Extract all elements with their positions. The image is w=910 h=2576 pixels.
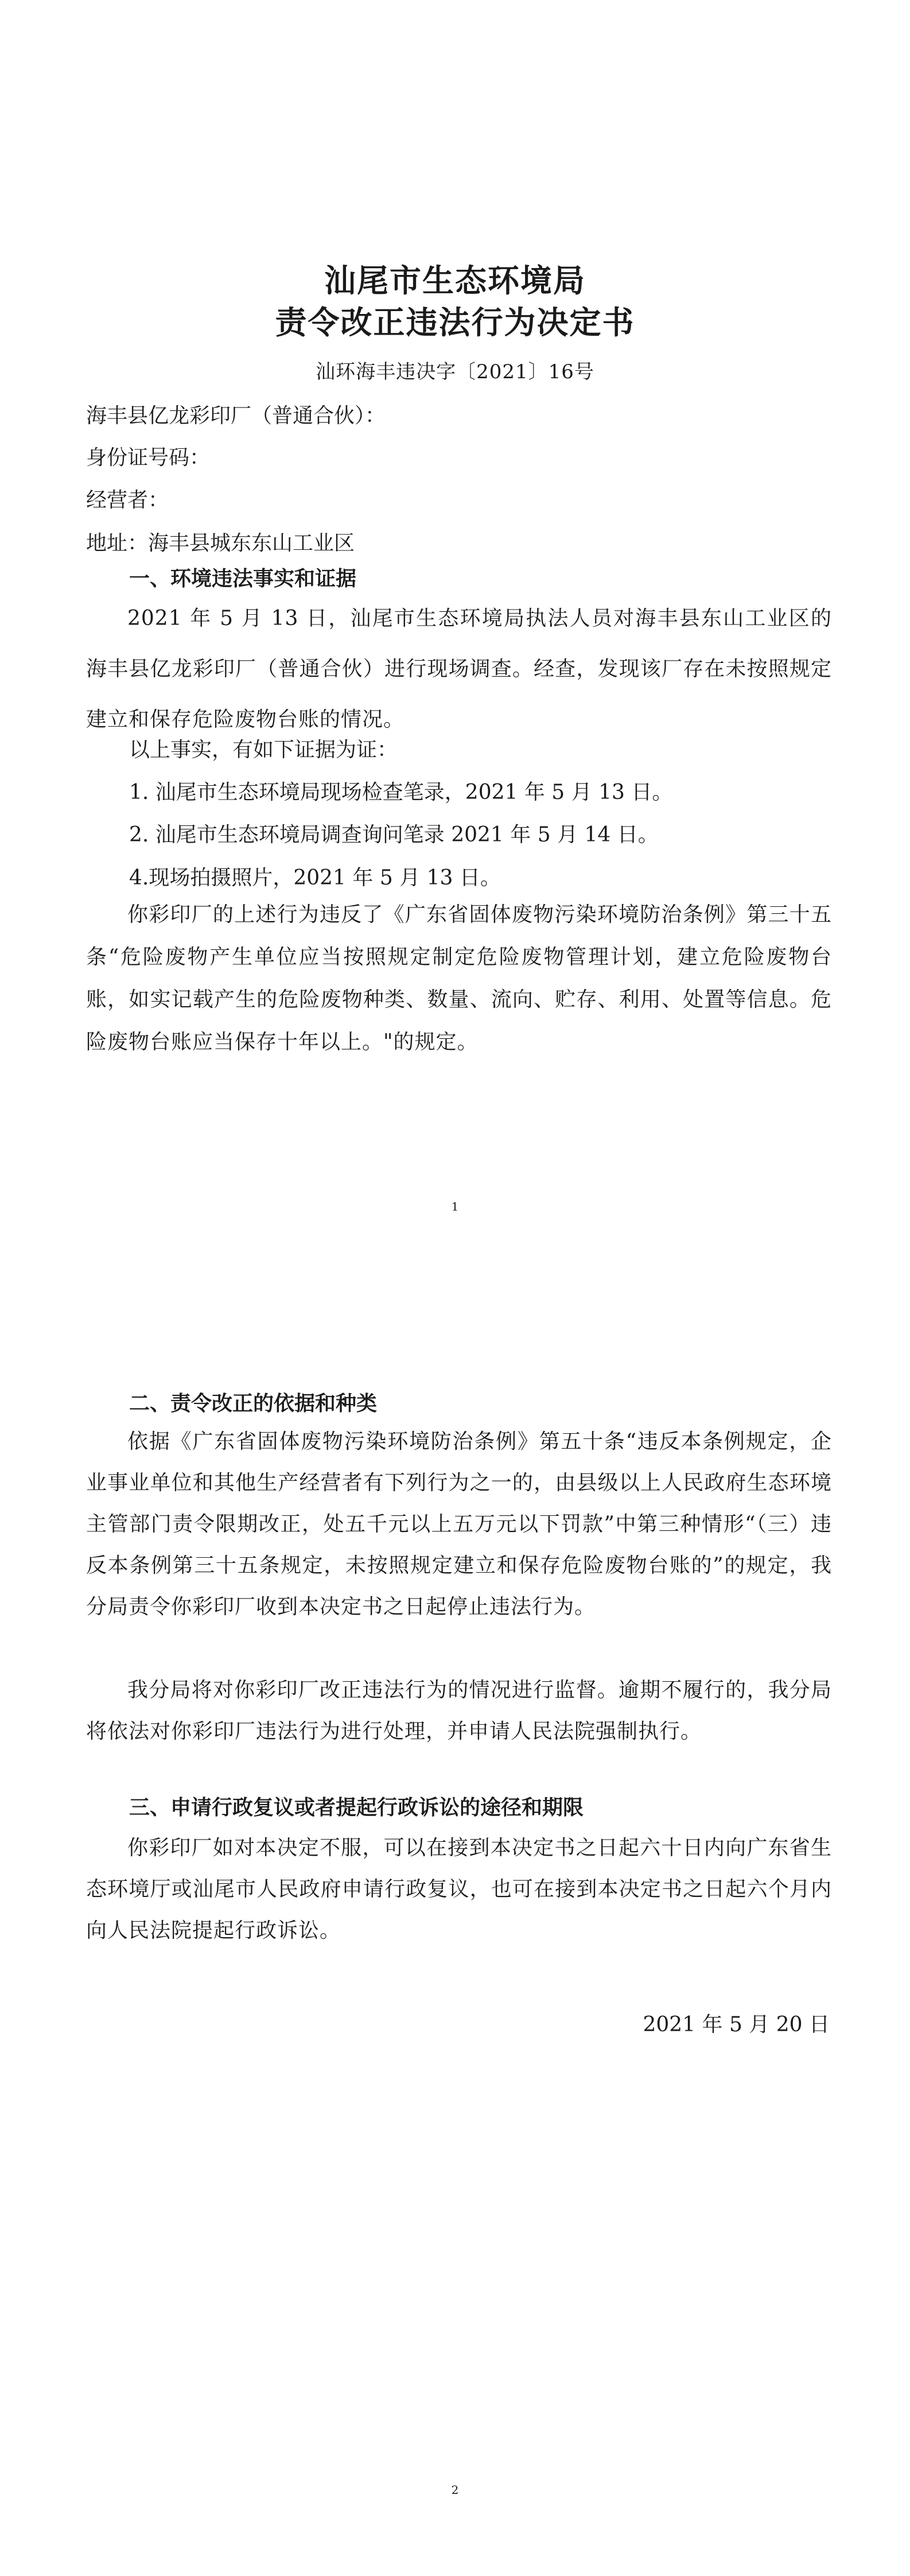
section2-basis: 依据《广东省固体废物污染环境防治条例》第五十条“违反本条例规定，企业事业单位和其他生产经营者有下列行为之一的，由县级以上人民政府生态环境主管部门责令限期改正，处五千元以上五万元以下罚款”中第三种情形“（三）违反本条例第三十五条规定，未按照规定建立和保存危险废物台账的”的规定，我分局责令你彩印厂收到本决定书之日起停止违法行为。 — [86, 1430, 832, 1619]
document-page-2 — [0, 1288, 910, 2576]
evidence-item: 1. 汕尾市生态环境局现场检查笔录，2021 年 5 月 13 日。 — [129, 781, 673, 804]
section1-fact: 2021 年 5 月 13 日，汕尾市生态环境局执法人员对海丰县东山工业区的海丰县亿龙彩印厂（普通合伙）进行现场调查。经查，发现该厂存在未按照规定建立和保存危险废物台账的情况。 — [86, 607, 832, 731]
recipient-name: 海丰县亿龙彩印厂（普通合伙）： — [86, 404, 386, 428]
decision-date: 2021 年 5 月 20 日 — [643, 2013, 830, 2036]
document-number: 汕环海丰违决字〔2021〕16号 — [316, 360, 594, 383]
page-number: 2 — [451, 2483, 459, 2497]
section2-supervision: 我分局将对你彩印厂改正违法行为的情况进行监督。逾期不履行的，我分局将依法对你彩印厂违法行为进行处理，并申请人民法院强制执行。 — [86, 1678, 832, 1743]
section1-heading: 一、环境违法事实和证据 — [129, 567, 357, 591]
evidence-item: 4.现场拍摄照片，2021 年 5 月 13 日。 — [129, 866, 501, 890]
section3-heading: 三、申请行政复议或者提起行政诉讼的途径和期限 — [129, 1796, 584, 1820]
agency-title: 汕尾市生态环境局 — [324, 262, 586, 299]
page-number: 1 — [451, 1200, 459, 1213]
section1-violation: 你彩印厂的上述行为违反了《广东省固体废物污染环境防治条例》第三十五条“危险废物产生单位应当按照规定制定危险废物管理计划，建立危险废物台账，如实记载产生的危险废物种类、数量、流向、贮存、利用、处置等信息。危险废物台账应当保存十年以上。"的规定。 — [86, 903, 832, 1054]
section3-text: 你彩印厂如对本决定不服，可以在接到本决定书之日起六十日内向广东省生态环境厅或汕尾市人民政府申请行政复议，也可在接到本决定书之日起六个月内向人民法院提起行政诉讼。 — [86, 1836, 832, 1942]
document-title: 责令改正违法行为决定书 — [275, 304, 635, 341]
recipient-id-label: 身份证号码： — [86, 446, 211, 470]
evidence-item: 2. 汕尾市生态环境局调查询问笔录 2021 年 5 月 14 日。 — [129, 823, 659, 847]
evidence-intro: 以上事实，有如下证据为证： — [129, 738, 398, 762]
recipient-operator-label: 经营者： — [86, 488, 169, 512]
recipient-address: 地址：海丰县城东东山工业区 — [86, 532, 355, 555]
section2-heading: 二、责令改正的依据和种类 — [129, 1392, 378, 1415]
